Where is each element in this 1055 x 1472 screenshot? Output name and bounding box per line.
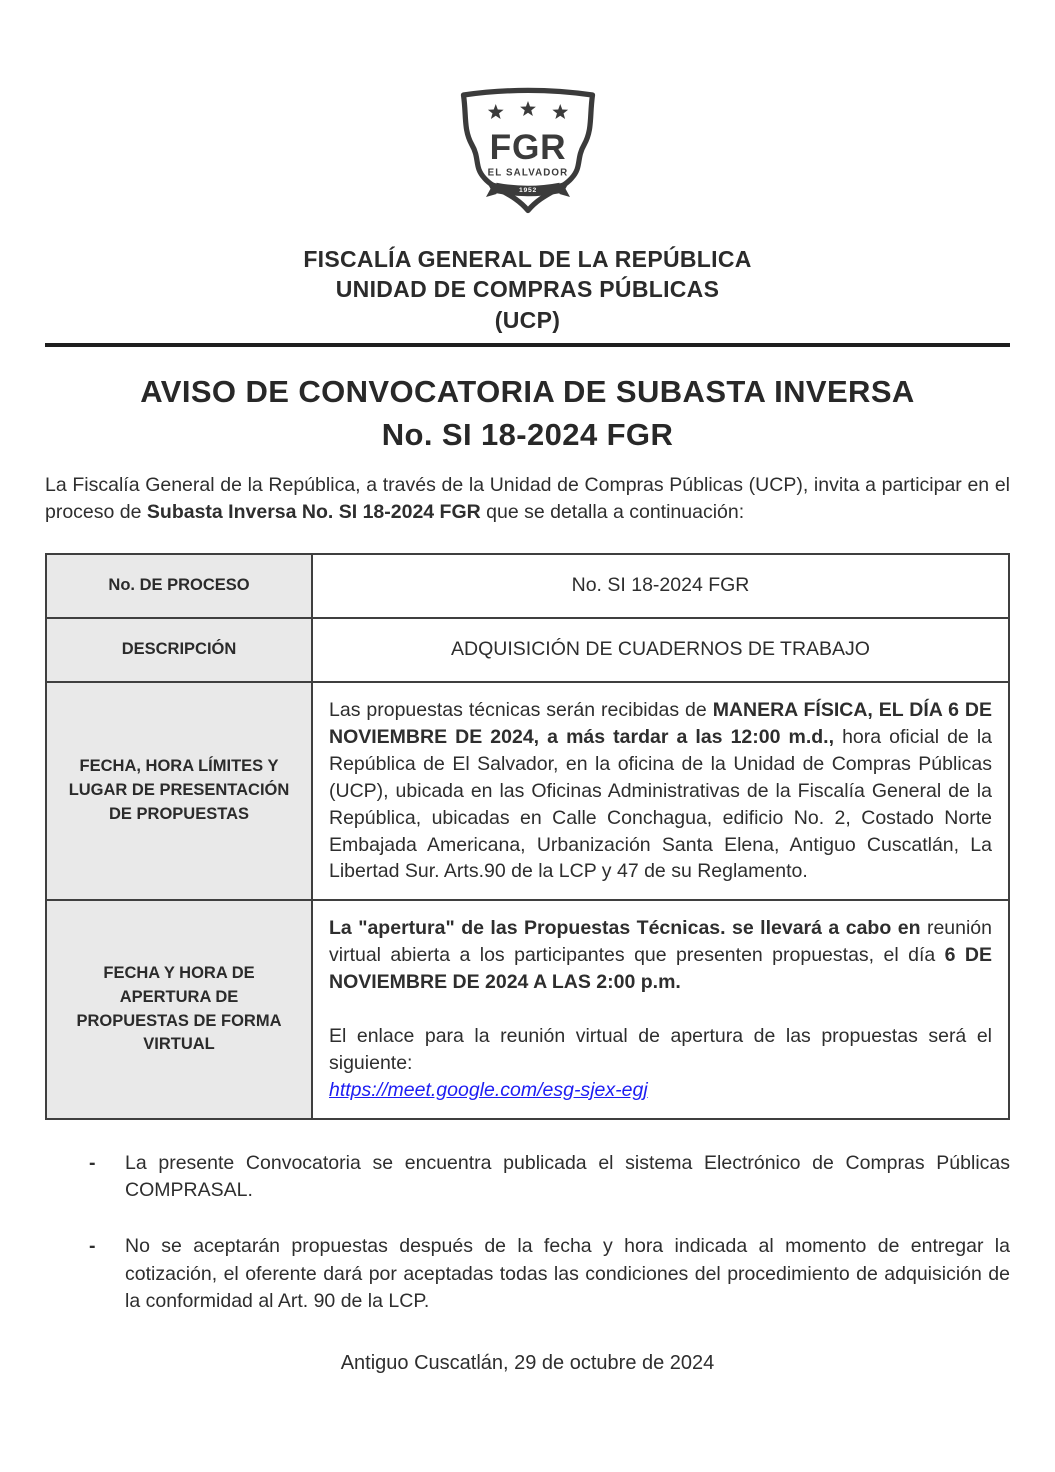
logo-year: 1952 — [518, 186, 537, 194]
bullet-text-condiciones: No se aceptarán propuestas después de la fecha y hora indicada al momento de entregar la cotización, el oferente dará por aceptadas todas las condiciones del procedimiento de adquisición de la conformidad al Art. 90 de la LCP. — [125, 1235, 1010, 1312]
list-item — [45, 1150, 1010, 1205]
fgr-shield-logo-icon — [453, 86, 603, 218]
presentacion-pre: Las propuestas técnicas serán recibidas de — [329, 698, 713, 721]
apertura-paragraph — [329, 915, 992, 996]
row-label-presentacion: FECHA, HORA LÍMITES Y LUGAR DE PRESENTACIÓN DE PROPUESTAS — [46, 682, 312, 900]
link-intro-text: El enlace para la reunión virtual de apertura de las propuestas será el siguiente: — [329, 1025, 992, 1074]
row-value-proceso: No. SI 18-2024 FGR — [312, 554, 1009, 618]
apertura-bold-lead: La "apertura" de las Propuestas Técnicas. se llevará a cabo en — [329, 917, 921, 940]
intro-post: que se detalla a continuación: — [480, 501, 745, 524]
table-row-proceso — [46, 554, 1009, 618]
bullet-text-comprasal: La presente Convocatoria se encuentra publicada el sistema Electrónico de Compras Públicas COMPRASAL. — [125, 1151, 1010, 1202]
table-row-apertura — [46, 900, 1009, 1118]
row-value-apertura — [312, 900, 1009, 1118]
meet-link[interactable]: https://meet.google.com/esg-sjex-egj — [329, 1078, 648, 1101]
apertura-mid: reunión virtual abierta a los participantes que presenten propuestas, el día — [329, 917, 992, 967]
dateline: Antiguo Cuscatlán, 29 de octubre de 2024 — [340, 1352, 715, 1374]
org-header — [45, 244, 1010, 335]
table-row-presentacion — [46, 682, 1009, 900]
list-item — [45, 1233, 1010, 1315]
org-name: FISCALÍA GENERAL DE LA REPÚBLICA — [303, 246, 752, 272]
stars-icon — [487, 101, 567, 119]
presentacion-deadline: MANERA FÍSICA, EL DÍA 6 DE NOVIEMBRE DE 2024, a más tardar a las 12:00 m.d., — [329, 698, 992, 748]
process-table — [45, 553, 1010, 1120]
intro-process-number: Subasta Inversa No. SI 18-2024 FGR — [146, 501, 481, 524]
row-value-descripcion: ADQUISICIÓN DE CUADERNOS DE TRABAJO — [312, 618, 1009, 682]
row-value-presentacion — [312, 682, 1009, 900]
row-label-proceso: No. DE PROCESO — [46, 554, 312, 618]
fgr-logo — [45, 0, 1010, 218]
ribbon-icon — [486, 181, 570, 198]
link-intro-paragraph — [329, 1023, 992, 1104]
bullet-dash-icon: - — [89, 1235, 96, 1258]
bullet-dash-icon: - — [89, 1151, 96, 1174]
logo-country: EL SALVADOR — [487, 167, 568, 179]
org-unit: UNIDAD DE COMPRAS PÚBLICAS — [335, 276, 720, 303]
notice-title-line1: AVISO DE CONVOCATORIA DE SUBASTA INVERSA — [140, 374, 915, 410]
table-row-descripcion — [46, 618, 1009, 682]
org-unit-abbr: (UCP) — [494, 306, 561, 333]
presentacion-post: hora oficial de la República de El Salvador, en la oficina de la Unidad de Compras Públicas (UCP), ubicada en las Oficinas Administrativas de la Fiscalía General de la República, ubicadas en Calle Conchagua, edificio No. 2, Costado Norte Embajada Americana, Urbanización Santa Elena, Antiguo Cuscatlán, La Libertad Sur. Arts.90 de la LCP y 47 de su Reglamento. — [329, 725, 993, 883]
intro-pre: La Fiscalía General de la República, a través de la Unidad de Compras Públicas (UCP), invita a participar en el proceso de — [45, 473, 1010, 524]
row-label-descripcion: DESCRIPCIÓN — [46, 618, 312, 682]
notice-title-line2: No. SI 18-2024 FGR — [381, 416, 674, 452]
notes-list — [45, 1150, 1010, 1315]
header-divider — [45, 343, 1010, 347]
apertura-datetime: 6 DE NOVIEMBRE DE 2024 A LAS 2:00 p.m. — [329, 944, 992, 994]
logo-acronym: FGR — [489, 127, 566, 167]
intro-paragraph — [45, 472, 1010, 527]
row-label-apertura: FECHA Y HORA DE APERTURA DE PROPUESTAS DE FORMA VIRTUAL — [46, 900, 312, 1118]
page-title — [45, 371, 1010, 457]
